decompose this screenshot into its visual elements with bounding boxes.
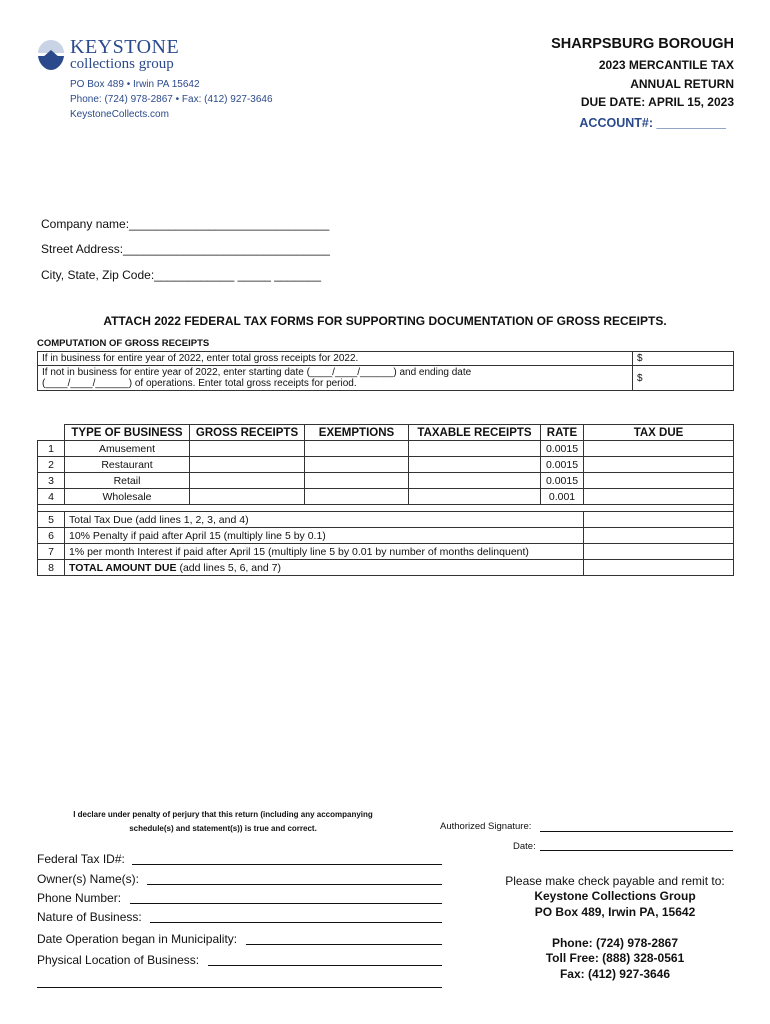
total-tax-due-field[interactable] (584, 512, 734, 528)
row-number: 1 (38, 441, 65, 457)
physical-location-field-line2[interactable] (37, 986, 442, 988)
federal-tax-id-field[interactable] (132, 863, 442, 865)
partial-year-amount-field[interactable]: $ (633, 366, 734, 391)
table-row (38, 560, 734, 576)
rate-value: 0.0015 (541, 473, 584, 489)
total-line-label: Total Tax Due (add lines 1, 2, 3, and 4) (65, 512, 584, 528)
rate-value: 0.0015 (541, 457, 584, 473)
business-type: Wholesale (65, 489, 190, 505)
penalty-field[interactable] (584, 528, 734, 544)
remit-fax: Fax: (412) 927-3646 (559, 967, 671, 981)
date-operation-began-label: Date Operation began in Municipality: (37, 932, 238, 946)
logo-address: PO Box 489 • Irwin PA 15642 (70, 79, 200, 90)
table-row (38, 441, 734, 457)
interest-line-label: 1% per month Interest if paid after April 15 (multiply line 5 by 0.01 by number of months delinquent) (65, 544, 584, 560)
remit-phone: Phone: (724) 978-2867 (551, 936, 679, 950)
row-number: 3 (38, 473, 65, 489)
table-row (38, 489, 734, 505)
penalty-line-label: 10% Penalty if paid after April 15 (multiply line 5 by 0.1) (65, 528, 584, 544)
business-type: Retail (65, 473, 190, 489)
table-row (38, 366, 734, 391)
row-number: 8 (38, 560, 65, 576)
table-row (38, 512, 734, 528)
taxable-receipts-field[interactable] (409, 457, 541, 473)
row-number: 6 (38, 528, 65, 544)
attach-instruction: ATTACH 2022 FEDERAL TAX FORMS FOR SUPPORTING DOCUMENTATION OF GROSS RECEIPTS. (103, 314, 667, 328)
partial-year-line2: (____/____/______) of operations. Enter total gross receipts for period. (42, 378, 357, 389)
tax-due-field[interactable] (584, 489, 734, 505)
borough-title: SHARPSBURG BOROUGH (551, 36, 734, 52)
exemptions-field[interactable] (305, 441, 409, 457)
nature-of-business-field[interactable] (150, 921, 442, 923)
date-operation-began-field[interactable] (246, 943, 442, 945)
declaration-line1: I declare under penalty of perjury that this return (including any accompanying (73, 810, 373, 819)
row-number: 7 (38, 544, 65, 560)
exemptions-field[interactable] (305, 473, 409, 489)
remit-address: PO Box 489, Irwin PA, 15642 (534, 905, 696, 919)
remit-intro: Please make check payable and remit to: (505, 874, 725, 888)
remit-company: Keystone Collections Group (534, 889, 696, 903)
logo-name: KEYSTONE (70, 36, 180, 58)
table-row (38, 473, 734, 489)
exemptions-field[interactable] (305, 457, 409, 473)
header-exemptions: EXEMPTIONS (305, 425, 409, 441)
tax-due-field[interactable] (584, 441, 734, 457)
logo-phone: Phone: (724) 978-2867 • Fax: (412) 927-3646 (70, 94, 273, 105)
header-type: TYPE OF BUSINESS (65, 425, 190, 441)
rate-value: 0.0015 (541, 441, 584, 457)
taxable-receipts-field[interactable] (409, 473, 541, 489)
city-state-zip-field[interactable]: City, State, Zip Code:____________ _____ _______ (41, 268, 321, 282)
federal-tax-id-label: Federal Tax ID#: (37, 852, 125, 866)
gross-receipts-field[interactable] (190, 473, 305, 489)
table-spacer (38, 505, 734, 512)
entire-year-label: If in business for entire year of 2022, enter total gross receipts for 2022. (38, 352, 633, 366)
date-field[interactable] (540, 849, 733, 851)
return-title: ANNUAL RETURN (630, 77, 734, 91)
computation-title: COMPUTATION OF GROSS RECEIPTS (37, 338, 210, 349)
owner-names-label: Owner(s) Name(s): (37, 872, 140, 886)
account-number-field[interactable]: ACCOUNT#: __________ (579, 116, 726, 130)
business-type: Restaurant (65, 457, 190, 473)
taxable-receipts-field[interactable] (409, 441, 541, 457)
partial-year-line1: If not in business for entire year of 2022, enter starting date (____/____/______) and ending date (42, 367, 472, 378)
keystone-logo-icon (36, 38, 66, 72)
rate-value: 0.001 (541, 489, 584, 505)
nature-of-business-label: Nature of Business: (37, 910, 142, 924)
num-header (38, 425, 65, 441)
owner-names-field[interactable] (147, 883, 442, 885)
row-number: 5 (38, 512, 65, 528)
tax-title: 2023 MERCANTILE TAX (598, 58, 734, 72)
physical-location-field[interactable] (208, 964, 442, 966)
partial-year-label (38, 366, 633, 391)
street-address-field[interactable]: Street Address:_______________________________ (41, 242, 330, 256)
table-row (38, 352, 734, 366)
gross-receipts-field[interactable] (190, 441, 305, 457)
tax-computation-table (37, 424, 734, 576)
total-amount-due-field[interactable] (584, 560, 734, 576)
row-number: 4 (38, 489, 65, 505)
gross-receipts-field[interactable] (190, 457, 305, 473)
physical-location-label: Physical Location of Business: (37, 953, 200, 967)
table-header-row (38, 425, 734, 441)
due-date: DUE DATE: APRIL 15, 2023 (580, 95, 734, 109)
total-amount-due-label: TOTAL AMOUNT DUE (add lines 5, 6, and 7) (65, 560, 584, 576)
authorized-signature-label: Authorized Signature: (440, 821, 532, 832)
interest-field[interactable] (584, 544, 734, 560)
phone-number-field[interactable] (130, 902, 442, 904)
table-row (38, 457, 734, 473)
taxable-receipts-field[interactable] (409, 489, 541, 505)
table-row (38, 544, 734, 560)
header-rate: RATE (541, 425, 584, 441)
gross-receipts-field[interactable] (190, 489, 305, 505)
tax-due-field[interactable] (584, 473, 734, 489)
logo-subtitle: collections group (70, 56, 174, 72)
remit-tollfree: Toll Free: (888) 328-0561 (545, 951, 685, 965)
gross-receipts-table (37, 351, 734, 391)
header-taxable: TAXABLE RECEIPTS (409, 425, 541, 441)
header-tax-due: TAX DUE (584, 425, 734, 441)
table-row (38, 528, 734, 544)
authorized-signature-field[interactable] (540, 830, 733, 832)
date-label: Date: (513, 841, 536, 852)
company-name-field[interactable]: Company name:______________________________ (41, 217, 330, 231)
header-gross: GROSS RECEIPTS (190, 425, 305, 441)
row-number: 2 (38, 457, 65, 473)
business-type: Amusement (65, 441, 190, 457)
logo-website: KeystoneCollects.com (70, 109, 169, 120)
tax-due-field[interactable] (584, 457, 734, 473)
entire-year-amount-field[interactable]: $ (633, 352, 734, 366)
exemptions-field[interactable] (305, 489, 409, 505)
declaration-line2: schedule(s) and statement(s)) is true and correct. (129, 824, 317, 833)
phone-number-label: Phone Number: (37, 891, 122, 905)
